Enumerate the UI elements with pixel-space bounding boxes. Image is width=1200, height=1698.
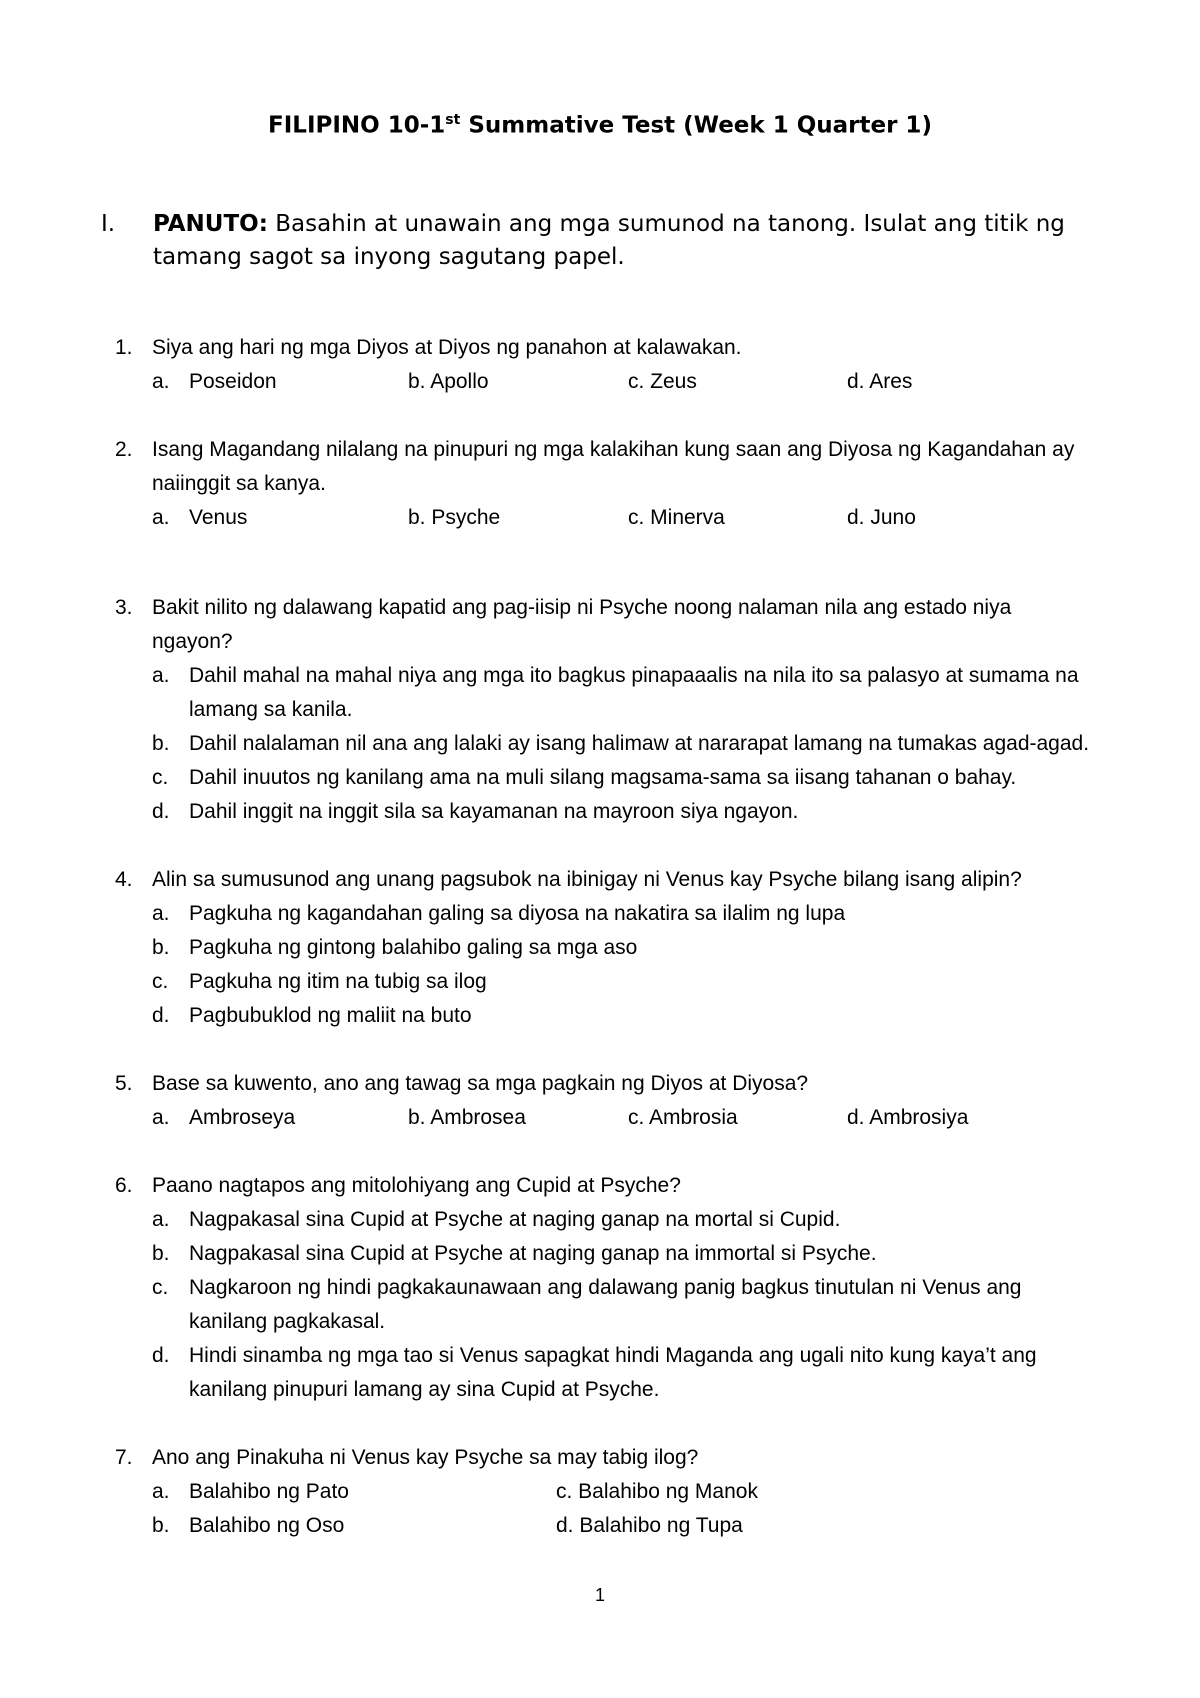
option-a-letter: a.: [152, 1480, 170, 1503]
options-row: [0, 1101, 1200, 1135]
option-d: d. Dahil inggit na inggit sila sa kayamanan na mayroon siya ngayon.: [152, 800, 799, 823]
option-b: b. Ambrosea: [408, 1106, 526, 1129]
instruction-label: PANUTO:: [153, 211, 268, 237]
question-number: 6.: [115, 1174, 133, 1197]
option-d: d. Pagbubuklod ng maliit na buto: [152, 1004, 472, 1027]
option-list: [152, 897, 1092, 1033]
option-list: [152, 659, 1092, 829]
option-d: d. Balahibo ng Tupa: [556, 1514, 743, 1537]
question-stem: Isang Magandang nilalang na pinupuri ng mga kalakihan kung saan ang Diyosa ng Kagandahan ay naiinggit sa kanya.: [152, 438, 1075, 495]
question-number: 1.: [115, 336, 133, 359]
instruction-block: [101, 208, 1101, 274]
option-c: c. Balahibo ng Manok: [556, 1480, 758, 1503]
question-number: 5.: [115, 1072, 133, 1095]
question-number: 4.: [115, 868, 133, 891]
option-d: d. Hindi sinamba ng mga tao si Venus sapagkat hindi Maganda ang ugali nito kung kaya’t ang kanilang pinupuri lamang ay sina Cupid at Psyche.: [152, 1344, 1037, 1401]
instruction-text: Basahin at unawain ang mga sumunod na tanong. Isulat ang titik ng tamang sagot sa inyong sagutang papel.: [153, 211, 1065, 270]
option-b: b. Pagkuha ng gintong balahibo galing sa mga aso: [152, 936, 638, 959]
question-6: [0, 1169, 1200, 1407]
section-numeral: I.: [101, 211, 116, 237]
option-b: Balahibo ng Oso: [189, 1514, 345, 1537]
option-list: [152, 1203, 1092, 1407]
option-d: d. Juno: [847, 506, 916, 529]
question-1: [0, 331, 1200, 399]
option-a-letter: a.: [152, 1106, 170, 1129]
option-b: b. Nagpakasal sina Cupid at Psyche at naging ganap na immortal si Psyche.: [152, 1242, 877, 1265]
question-5: [0, 1067, 1200, 1135]
question-4: [0, 863, 1200, 1033]
question-number: 7.: [115, 1446, 133, 1469]
option-b: b. Psyche: [408, 506, 501, 529]
option-d: d. Ambrosiya: [847, 1106, 969, 1129]
question-stem: Alin sa sumusunod ang unang pagsubok na ibinigay ni Venus kay Psyche bilang isang alipin?: [152, 868, 1022, 891]
question-list: [0, 331, 1200, 1543]
question-number: 3.: [115, 596, 133, 619]
question-stem: Base sa kuwento, ano ang tawag sa mga pagkain ng Diyos at Diyosa?: [152, 1072, 809, 1095]
question-stem: Paano nagtapos ang mitolohiyang ang Cupid at Psyche?: [152, 1174, 681, 1197]
option-d: d. Ares: [847, 370, 913, 393]
question-stem: Ano ang Pinakuha ni Venus kay Psyche sa may tabig ilog?: [152, 1446, 699, 1469]
question-stem: Bakit nilito ng dalawang kapatid ang pag-iisip ni Psyche noong nalaman nila ang estado niya ngayon?: [152, 596, 1012, 653]
options-row: [0, 1509, 1200, 1543]
option-c: c. Nagkaroon ng hindi pagkakaunawaan ang dalawang panig bagkus tinutulan ni Venus ang kanilang pagkakasal.: [152, 1276, 1022, 1333]
option-a: Poseidon: [189, 370, 277, 393]
title-superscript: st: [445, 112, 461, 128]
options-row: [0, 1475, 1200, 1509]
question-7: [0, 1441, 1200, 1543]
option-b: b. Dahil nalalaman nil ana ang lalaki ay isang halimaw at nararapat lamang na tumakas agad-agad.: [152, 732, 1090, 755]
option-a: Venus: [189, 506, 248, 529]
option-a: a. Pagkuha ng kagandahan galing sa diyosa na nakatira sa ilalim ng lupa: [152, 902, 846, 925]
option-a: Ambroseya: [189, 1106, 296, 1129]
option-c: c. Pagkuha ng itim na tubig sa ilog: [152, 970, 487, 993]
document-title: FILIPINO 10-1st Summative Test (Week 1 Quarter 1): [268, 112, 932, 139]
option-a: a. Dahil mahal na mahal niya ang mga ito bagkus pinapaaalis na nila ito sa palasyo at sumama na lamang sa kanila.: [152, 664, 1079, 721]
option-c: c. Dahil inuutos ng kanilang ama na muli silang magsama-sama sa iisang tahanan o bahay.: [152, 766, 1017, 789]
question-number: 2.: [115, 438, 133, 461]
option-c: c. Minerva: [628, 506, 725, 529]
option-a: a. Nagpakasal sina Cupid at Psyche at naging ganap na mortal si Cupid.: [152, 1208, 841, 1231]
question-3: [0, 591, 1200, 829]
question-stem: Siya ang hari ng mga Diyos at Diyos ng panahon at kalawakan.: [152, 336, 742, 359]
option-a-letter: a.: [152, 370, 170, 393]
option-c: c. Zeus: [628, 370, 697, 393]
options-row: [0, 501, 1200, 535]
option-b-letter: b.: [152, 1514, 170, 1537]
options-row: [0, 365, 1200, 399]
option-c: c. Ambrosia: [628, 1106, 738, 1129]
option-a: Balahibo ng Pato: [189, 1480, 349, 1503]
option-b: b. Apollo: [408, 370, 489, 393]
page-number: 1: [594, 1585, 605, 1605]
question-2: [0, 433, 1200, 535]
option-a-letter: a.: [152, 506, 170, 529]
